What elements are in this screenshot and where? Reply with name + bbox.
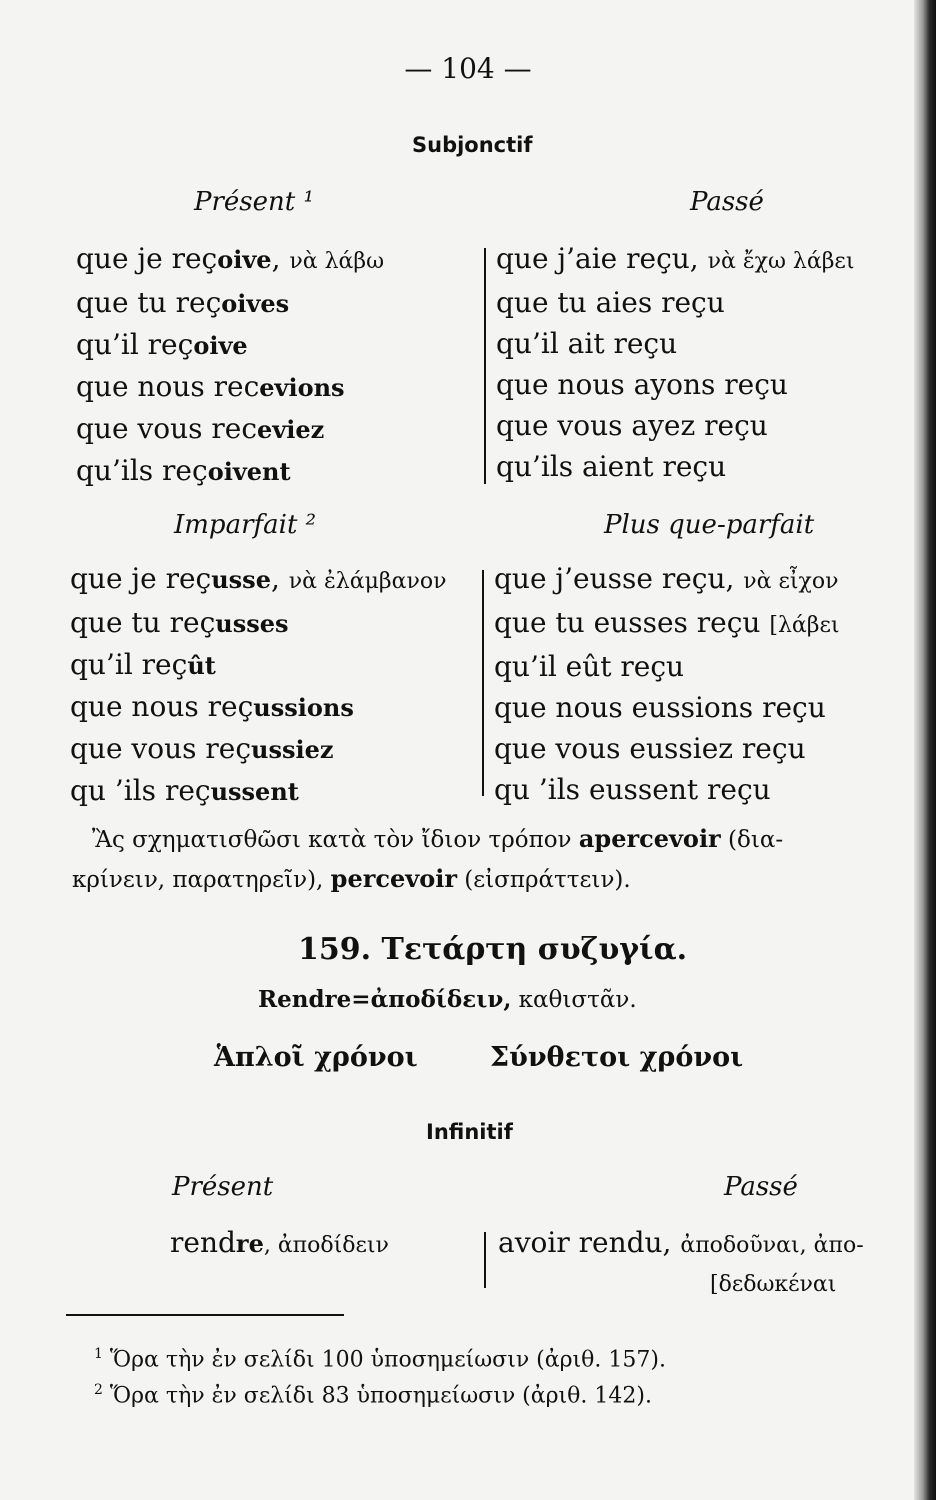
- verb-stem: qu’il reç: [76, 328, 194, 361]
- pqp-label: Plus que-parfait: [604, 510, 815, 540]
- verb-stem: que tu reç: [70, 606, 216, 639]
- verb-ending: eviez: [257, 415, 325, 444]
- conjugation-row: [76, 366, 384, 408]
- verb-ending: oive: [193, 331, 248, 360]
- verb-stem: que nous reç: [70, 690, 254, 723]
- conjugation-row: [494, 558, 840, 602]
- verb-rest: καθιστᾶν.: [511, 987, 637, 1013]
- conjugation-row: [76, 324, 384, 366]
- verb-ending: ussiez: [251, 735, 334, 764]
- section-title: 159. Τετάρτη συζυγία.: [298, 932, 688, 967]
- inf-present-label: Présent: [172, 1172, 274, 1202]
- verb-stem: qu’ils reç: [76, 454, 208, 487]
- verb-text: que vous ayez reçu: [496, 409, 768, 442]
- pqp-list: [494, 558, 840, 810]
- section-verb: [258, 986, 637, 1013]
- verb-text: qu’il ait reçu: [496, 327, 678, 360]
- verb-ending: ussent: [210, 777, 299, 806]
- verb-stem: que vous reç: [70, 732, 252, 765]
- imparfait-label: Imparfait ²: [174, 510, 317, 540]
- verb-stem: qu ’ils reç: [70, 774, 211, 807]
- verb-text: qu’il eût reçu: [494, 650, 685, 683]
- verb-ending: evions: [259, 373, 345, 402]
- greek-gloss: νὰ ἐλάμβανον: [288, 569, 447, 594]
- verb-text: qu’ils aient reçu: [496, 450, 727, 483]
- simple-tenses: Ἁπλοῖ χρόνοι: [214, 1042, 418, 1073]
- conjugation-row: [70, 728, 446, 770]
- inf-present: [170, 1222, 389, 1266]
- note-text: κρίνειν, παρατηρεῖν),: [72, 867, 331, 893]
- verb-ending: usse: [211, 565, 271, 594]
- verb-text: qu ’ils eussent reçu: [494, 773, 771, 806]
- inf-passe-label: Passé: [724, 1172, 798, 1202]
- verb-stem: qu’il reç: [70, 648, 188, 681]
- conjugation-row: [76, 408, 384, 450]
- footnote-1: [94, 1346, 666, 1372]
- passe-label: Passé: [690, 187, 764, 217]
- punct: ,: [271, 242, 290, 275]
- page-number: — 104 —: [404, 52, 532, 85]
- footnote-mark: 1: [94, 1346, 103, 1362]
- verb-ending: usses: [215, 609, 289, 638]
- conjugation-row: [70, 770, 446, 812]
- conjugation-row: [70, 602, 446, 644]
- present-list: [76, 238, 384, 492]
- conjugation-row: [496, 282, 854, 323]
- conjugation-row: [496, 405, 854, 446]
- punct: ,: [270, 562, 289, 595]
- conjugation-row: [494, 687, 840, 728]
- footnote-mark: 2: [94, 1382, 103, 1398]
- conjugation-row: [70, 644, 446, 686]
- note-text: Ἂς σχηματισθῶσι κατὰ τὸν ἴδιον τρόπον: [92, 827, 579, 853]
- verb-ending: oive: [217, 245, 272, 274]
- conjugation-row: [494, 728, 840, 769]
- verb-text: que vous eussiez reçu: [494, 732, 806, 765]
- greek-gloss: νὰ εἶχον: [743, 569, 839, 594]
- verb-text: que j’eusse reçu,: [494, 562, 744, 595]
- conjugation-row: [70, 558, 446, 602]
- conjugation-row: [76, 450, 384, 492]
- footnote-rule: [66, 1314, 344, 1316]
- note-text: (εἰσπράττειν).: [456, 867, 631, 893]
- column-divider: [484, 248, 486, 484]
- page-edge-shadow: [914, 0, 936, 1500]
- note-verb: percevoir: [330, 864, 457, 893]
- verb-stem: que je reç: [76, 242, 218, 275]
- passe-list: [496, 238, 854, 487]
- conjugation-row: [76, 282, 384, 324]
- conjugation-row: [494, 769, 840, 810]
- conjugation-row: [494, 646, 840, 687]
- verb-text: que nous ayons reçu: [496, 368, 788, 401]
- column-divider: [484, 1232, 486, 1288]
- note-line-2: [72, 864, 631, 893]
- verb-ending: ussions: [253, 693, 354, 722]
- conjugation-row: [70, 686, 446, 728]
- verb-text: avoir rendu,: [498, 1226, 681, 1259]
- verb-stem: que je reç: [70, 562, 212, 595]
- verb-text: que tu eusses reçu: [494, 606, 770, 639]
- subjonctif-title: Subjonctif: [412, 133, 533, 157]
- note-line-1: [92, 824, 783, 853]
- compound-tenses: Σύνθετοι χρόνοι: [490, 1042, 744, 1073]
- greek-gloss: [λάβει: [769, 613, 840, 638]
- verb-stem: que vous rec: [76, 412, 258, 445]
- conjugation-row: [496, 323, 854, 364]
- conjugation-row: [496, 446, 854, 487]
- verb-bold: Rendre=ἀποδίδειν,: [258, 986, 512, 1013]
- conjugation-row: [496, 364, 854, 405]
- footnote-text: Ὅρα τὴν ἐν σελίδι 83 ὑποσημείωσιν (ἀριθ. 142).: [109, 1383, 652, 1409]
- verb-ending: oives: [221, 289, 290, 318]
- greek-gloss: νὰ λάβω: [289, 249, 385, 274]
- conjugation-row: [76, 238, 384, 282]
- note-text: (δια-: [720, 827, 784, 853]
- footnote-2: [94, 1382, 652, 1408]
- imparfait-list: [70, 558, 446, 812]
- inf-passe: [498, 1222, 864, 1266]
- note-verb: apercevoir: [578, 824, 721, 853]
- verb-ending: ût: [187, 651, 216, 680]
- column-divider: [482, 570, 484, 796]
- verb-stem: que nous rec: [76, 370, 260, 403]
- inf-passe-cont: [δεδωκέναι: [710, 1272, 837, 1297]
- greek-gloss: ἀποδοῦναι, ἀπο-: [680, 1233, 864, 1258]
- verb-text: que tu aies reçu: [496, 286, 725, 319]
- present-label: Présent ¹: [194, 187, 314, 217]
- conjugation-row: [494, 602, 840, 646]
- verb-ending: oivent: [207, 457, 291, 486]
- verb-stem: que tu reç: [76, 286, 222, 319]
- greek-gloss: νὰ ἔχω λάβει: [707, 249, 855, 274]
- greek-gloss: , ἀποδίδειν: [263, 1233, 389, 1258]
- conjugation-row: [496, 238, 854, 282]
- verb-text: que nous eussions reçu: [494, 691, 826, 724]
- footnote-text: Ὅρα τὴν ἐν σελίδι 100 ὑποσημείωσιν (ἀριθ. 157).: [109, 1347, 666, 1373]
- verb-ending: re: [235, 1229, 264, 1258]
- verb-text: que j’aie reçu,: [496, 242, 708, 275]
- infinitif-title: Infinitif: [426, 1120, 513, 1144]
- verb-stem: rend: [170, 1226, 236, 1259]
